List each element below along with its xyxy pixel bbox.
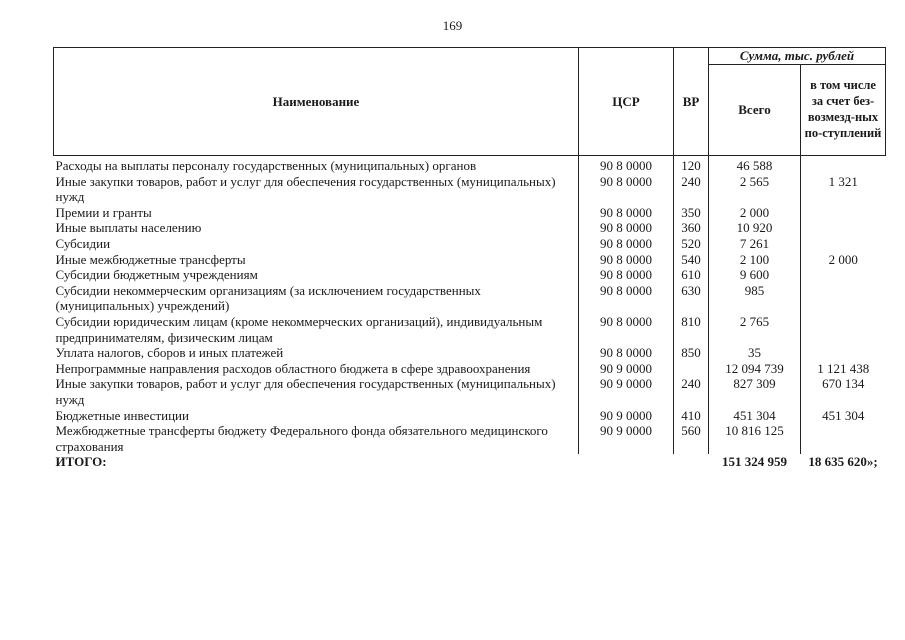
row-csr: 90 8 0000	[579, 236, 674, 252]
row-vr: 240	[674, 174, 709, 205]
row-vr: 810	[674, 314, 709, 345]
row-vr: 360	[674, 220, 709, 236]
row-vr: 410	[674, 408, 709, 424]
row-csr: 90 8 0000	[579, 345, 674, 361]
total-empty-vr	[674, 454, 709, 470]
row-csr: 90 9 0000	[579, 423, 674, 454]
row-csr: 90 9 0000	[579, 376, 674, 407]
row-csr: 90 9 0000	[579, 361, 674, 377]
row-name: Межбюджетные трансферты бюджету Федерального фонда обязательного медицинского страхования	[55, 423, 548, 454]
row-vr: 240	[674, 376, 709, 407]
row-total: 2 000	[709, 205, 801, 221]
table-row	[54, 361, 886, 377]
table-row	[54, 220, 886, 236]
row-gratuitous: 451 304	[801, 408, 886, 424]
table-body	[54, 156, 886, 470]
row-csr: 90 8 0000	[579, 283, 674, 314]
row-csr: 90 9 0000	[579, 408, 674, 424]
table-row	[54, 345, 886, 361]
row-vr: 120	[674, 156, 709, 174]
row-vr: 520	[674, 236, 709, 252]
row-name: Непрограммные направления расходов областного бюджета в сфере здравоохранения	[55, 360, 531, 376]
table-row	[54, 236, 886, 252]
row-vr: 350	[674, 205, 709, 221]
row-name: Иные закупки товаров, работ и услуг для обеспечения государственных (муниципальных) нужд	[55, 173, 556, 205]
row-gratuitous: 670 134	[801, 376, 886, 407]
page-number: 169	[442, 18, 463, 33]
row-name: Бюджетные инвестиции	[55, 407, 189, 423]
row-gratuitous	[801, 236, 886, 252]
row-total: 10 816 125	[709, 423, 801, 454]
total-sum: 151 324 959	[722, 454, 787, 470]
row-name: Субсидии	[55, 235, 111, 251]
header-name: Наименование	[54, 48, 579, 156]
row-vr: 630	[674, 283, 709, 314]
total-row	[54, 454, 886, 470]
header-csr: ЦСР	[579, 48, 674, 156]
row-csr: 90 8 0000	[579, 220, 674, 236]
row-gratuitous	[801, 267, 886, 283]
row-gratuitous: 1 121 438	[801, 361, 886, 377]
header-gratuitous: в том числе за счет без-возмезд-ных по-ступлений	[801, 65, 886, 156]
row-gratuitous	[801, 205, 886, 221]
total-label: ИТОГО:	[55, 454, 107, 470]
table-row	[54, 376, 886, 407]
row-total: 451 304	[709, 408, 801, 424]
row-name: Премии и гранты	[55, 204, 152, 220]
row-name: Иные закупки товаров, работ и услуг для обеспечения государственных (муниципальных) нужд	[55, 376, 556, 407]
row-total: 827 309	[709, 376, 801, 407]
row-name: Уплата налогов, сборов и иных платежей	[55, 345, 284, 361]
row-gratuitous	[801, 314, 886, 345]
header-sum: Сумма, тыс. рублей	[709, 48, 886, 65]
row-total: 2 100	[709, 252, 801, 268]
row-total: 46 588	[709, 156, 801, 174]
row-vr: 540	[674, 252, 709, 268]
row-csr: 90 8 0000	[579, 205, 674, 221]
row-gratuitous	[801, 345, 886, 361]
row-name: Иные межбюджетные трансферты	[55, 251, 246, 267]
row-vr: 850	[674, 345, 709, 361]
row-gratuitous	[801, 220, 886, 236]
row-csr: 90 8 0000	[579, 267, 674, 283]
row-csr: 90 8 0000	[579, 314, 674, 345]
header-total: Всего	[709, 65, 801, 156]
row-gratuitous: 1 321	[801, 174, 886, 205]
row-gratuitous	[801, 423, 886, 454]
table-row	[54, 314, 886, 345]
table-row	[54, 408, 886, 424]
total-empty-csr	[579, 454, 674, 470]
row-total: 35	[709, 345, 801, 361]
row-gratuitous	[801, 283, 886, 314]
budget-table	[53, 47, 886, 470]
row-csr: 90 8 0000	[579, 156, 674, 174]
row-name: Субсидии некоммерческим организациям (за исключением государственных (муниципальных) учреждений)	[55, 282, 481, 314]
row-csr: 90 8 0000	[579, 174, 674, 205]
total-gratuitous: 18 635 620»;	[808, 454, 878, 470]
row-vr: 610	[674, 267, 709, 283]
row-total: 2 565	[709, 174, 801, 205]
row-total: 10 920	[709, 220, 801, 236]
table-row	[54, 156, 886, 174]
header-vr: ВР	[674, 48, 709, 156]
row-gratuitous	[801, 156, 886, 174]
row-total: 985	[709, 283, 801, 314]
row-total: 9 600	[709, 267, 801, 283]
table-row	[54, 205, 886, 221]
row-name: Расходы на выплаты персоналу государственных (муниципальных) органов	[55, 158, 477, 173]
row-total: 7 261	[709, 236, 801, 252]
table-row	[54, 423, 886, 454]
table-header	[54, 48, 886, 156]
table-row	[54, 174, 886, 205]
row-gratuitous: 2 000	[801, 252, 886, 268]
row-vr	[674, 361, 709, 377]
row-total: 2 765	[709, 314, 801, 345]
row-name: Субсидии бюджетным учреждениям	[55, 267, 258, 283]
table-row	[54, 283, 886, 314]
row-total: 12 094 739	[709, 361, 801, 377]
row-name: Субсидии юридическим лицам (кроме некоммерческих организаций), индивидуальным предпринимателям, физическим лицам	[55, 313, 543, 345]
table-row	[54, 267, 886, 283]
row-name: Иные выплаты населению	[55, 220, 202, 236]
row-csr: 90 8 0000	[579, 252, 674, 268]
table-row	[54, 252, 886, 268]
row-vr: 560	[674, 423, 709, 454]
